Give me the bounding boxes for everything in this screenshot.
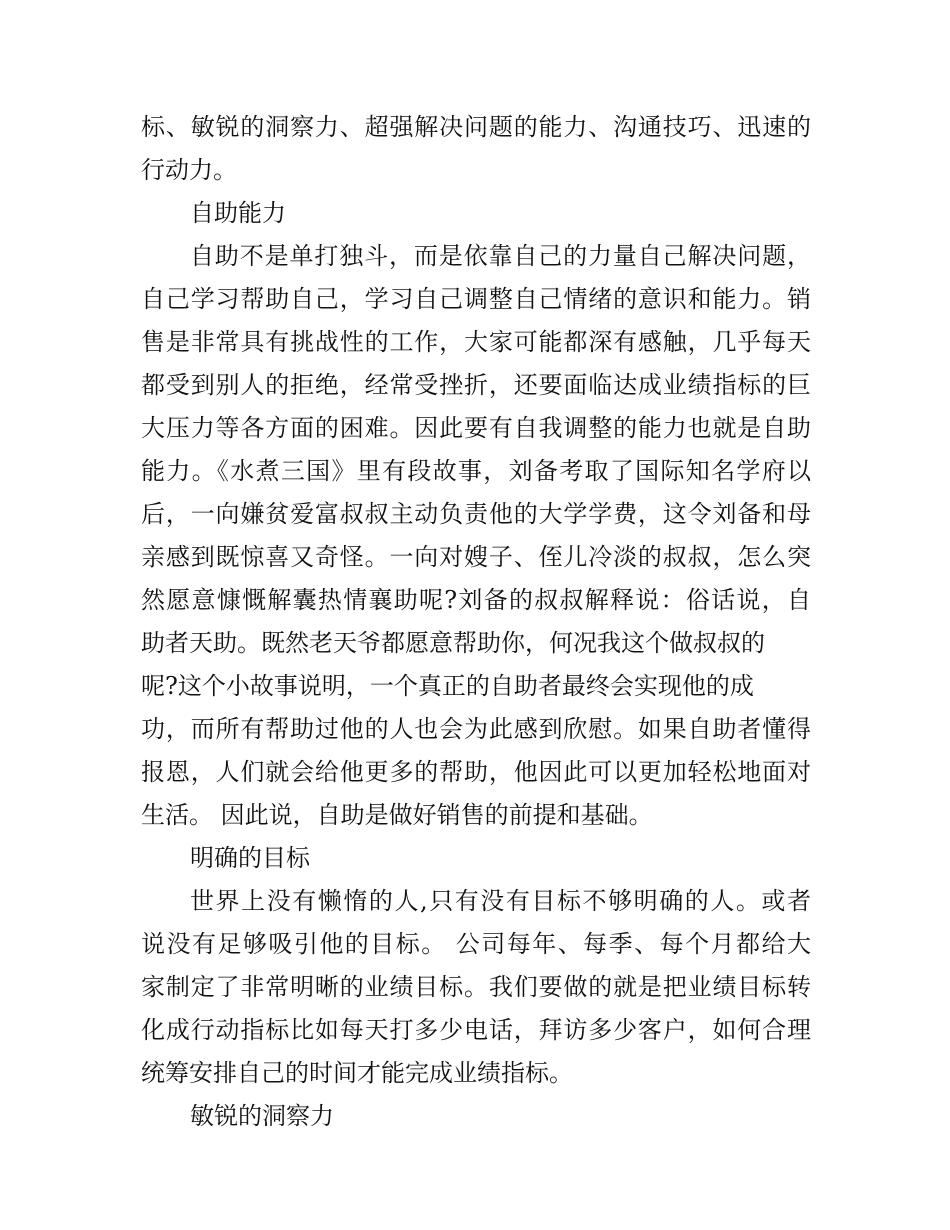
paragraph-line: 自己学习帮助自己，学习自己调整自己情绪的意识和能力。销 (141, 285, 811, 313)
paragraph-line: 呢?这个小故事说明，一个真正的自助者最终会实现他的成 (141, 672, 754, 700)
paragraph-line: 报恩，人们就会给他更多的帮助，他因此可以更加轻松地面对 (141, 758, 811, 786)
paragraph-line: 大压力等各方面的困难。因此要有自我调整的能力也就是自助 (141, 414, 811, 442)
paragraph-line: 售是非常具有挑战性的工作，大家可能都深有感触，几乎每天 (141, 328, 811, 356)
paragraph-line: 标、敏锐的洞察力、超强解决问题的能力、沟通技巧、迅速的 (141, 113, 811, 141)
paragraph-line: 亲感到既惊喜又奇怪。一向对嫂子、侄儿冷淡的叔叔，怎么突 (141, 543, 811, 571)
section-heading-clear-goal: 明确的目标 (190, 844, 310, 872)
paragraph-line: 化成行动指标比如每天打多少电话，拜访多少客户，如何合理 (141, 1016, 811, 1044)
paragraph-line: 助者天助。既然老天爷都愿意帮助你，何况我这个做叔叔的 (141, 629, 765, 657)
paragraph-line: 生活。 因此说，自助是做好销售的前提和基础。 (141, 801, 653, 829)
paragraph-line: 都受到别人的拒绝，经常受挫折，还要面临达成业绩指标的巨 (141, 371, 811, 399)
section-heading-self-help: 自助能力 (190, 199, 286, 227)
paragraph-line: 行动力。 (141, 156, 237, 184)
paragraph-line: 后，一向嫌贫爱富叔叔主动负责他的大学学费，这令刘备和母 (141, 500, 811, 528)
paragraph-line: 自助不是单打独斗，而是依靠自己的力量自己解决问题， (190, 242, 811, 270)
paragraph-line: 世界上没有懒惰的人,只有没有目标不够明确的人。或者 (190, 887, 811, 915)
paragraph-line: 说没有足够吸引他的目标。 公司每年、每季、每个月都给大 (141, 930, 811, 958)
paragraph-line: 能力。《水煮三国》里有段故事，刘备考取了国际知名学府以 (141, 457, 811, 485)
paragraph-line: 然愿意慷慨解囊热情襄助呢?刘备的叔叔解释说：俗话说，自 (141, 586, 811, 614)
paragraph-line: 家制定了非常明晰的业绩目标。我们要做的就是把业绩目标转 (141, 973, 811, 1001)
paragraph-line: 功，而所有帮助过他的人也会为此感到欣慰。如果自助者懂得 (141, 715, 811, 743)
section-heading-insight: 敏锐的洞察力 (190, 1102, 334, 1130)
paragraph-line: 统筹安排自己的时间才能完成业绩指标。 (141, 1059, 573, 1087)
